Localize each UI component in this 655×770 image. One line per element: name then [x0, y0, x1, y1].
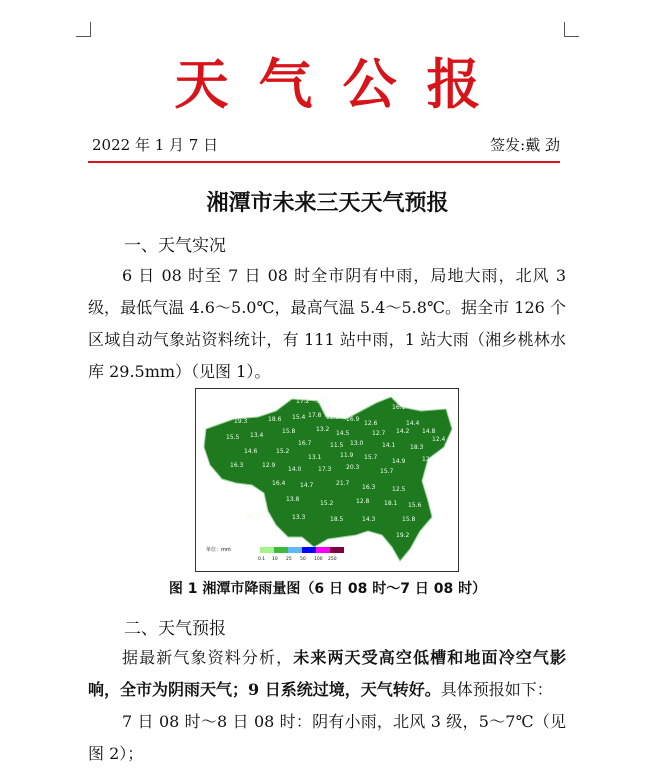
- legend-swatch: [260, 547, 274, 553]
- station-value: 13.8: [286, 496, 300, 503]
- station-value: 13.2: [316, 426, 330, 433]
- legend-swatch: [274, 547, 288, 553]
- legend-tick: 250: [328, 557, 337, 562]
- station-value: 13.0: [350, 440, 364, 447]
- station-value: 13.3: [292, 514, 306, 521]
- legend-swatch: [330, 547, 344, 553]
- station-value: 13.5: [386, 392, 400, 399]
- station-value: 14.6: [244, 448, 258, 455]
- issue-signer: 签发:戴 劲: [490, 136, 560, 154]
- station-value: 18.6: [268, 416, 282, 423]
- station-value: 15.7: [380, 468, 394, 475]
- legend-tick: 25: [286, 557, 292, 562]
- station-value: 14.0: [288, 466, 302, 473]
- station-value: 18.3: [410, 444, 424, 451]
- station-value: 16.3: [230, 462, 244, 469]
- station-value: 16.7: [298, 440, 312, 447]
- station-value: 16.9: [346, 416, 360, 423]
- station-value: 12.9: [326, 414, 340, 421]
- legend-tick: 100: [314, 557, 323, 562]
- station-value: 11.5: [330, 442, 344, 449]
- station-value: 13.1: [308, 454, 322, 461]
- station-value: 17.3: [318, 466, 332, 473]
- station-value: 16.1: [392, 404, 406, 411]
- legend-tick: 50: [300, 557, 306, 562]
- station-value: 15.5: [226, 434, 240, 441]
- station-value: 19.3: [234, 418, 248, 425]
- crop-mark-top-right: [564, 22, 579, 37]
- station-value: 14.5: [336, 430, 350, 437]
- station-value: 14.3: [362, 516, 376, 523]
- legend-tick: 0.1: [258, 557, 266, 562]
- station-value: 12.6: [364, 420, 378, 427]
- crop-mark-top-left: [76, 22, 91, 37]
- section1-paragraph: 6 日 08 时至 7 日 08 时全市阴有中雨，局地大雨，北风 3 级，最低气温 4.6～5.0℃，最高气温 5.4～5.8℃。据全市 126 个区域自动气象站资料统计，有 111 站中雨，1 站大雨（湘乡桃林水库 29.5mm）（见图 1）。: [88, 266, 566, 381]
- legend-swatch: [302, 547, 316, 553]
- station-value: 14.2: [396, 428, 410, 435]
- station-value: 12.5: [422, 456, 436, 463]
- station-value: 16.3: [362, 484, 376, 491]
- station-value: 17.2: [296, 398, 310, 405]
- section2-text-lead: 据最新气象资料分析，: [122, 648, 294, 667]
- forecast-day1: 7 日 08 时～8 日 08 时：阴有小雨，北风 3 级，5～7℃（见图 2）；: [88, 712, 566, 763]
- station-value: 12.5: [392, 486, 406, 493]
- issue-date: 2022 年 1 月 7 日: [92, 136, 219, 154]
- station-value: 15.2: [276, 448, 290, 455]
- red-divider: [88, 161, 560, 163]
- station-value: 16.4: [272, 480, 286, 487]
- station-value: 20.3: [346, 464, 360, 471]
- station-value: 15.8: [402, 516, 416, 523]
- station-value: 18.5: [330, 516, 344, 523]
- section2-heading: 二、天气预报: [124, 619, 226, 639]
- section2-paragraph: [88, 642, 566, 706]
- station-value: 13.4: [250, 432, 264, 439]
- station-value: 19.2: [396, 532, 410, 539]
- figure1-caption: 图 1 湘潭市降雨量图（6 日 08 时～7 日 08 时）: [168, 581, 487, 597]
- masthead-title: 天气公报: [174, 52, 511, 116]
- legend-swatch: [316, 547, 330, 553]
- station-value: 12.4: [432, 436, 446, 443]
- legend-tick: 10: [272, 557, 278, 562]
- station-value: 13.7: [440, 402, 454, 409]
- station-value: 17.8: [308, 412, 322, 419]
- station-value: 14.7: [300, 482, 314, 489]
- station-value: 15.4: [292, 414, 306, 421]
- section2-text-tail: 具体预报如下：: [440, 680, 553, 699]
- document-title: 湘潭市未来三天天气预报: [206, 190, 449, 216]
- station-value: 14.9: [392, 458, 406, 465]
- station-value: 14.4: [406, 420, 420, 427]
- section2-text-bold: 未来两天受高空低槽和地面冷空气影响，全市为阴雨天气；9 日系统过境，天气转好。: [88, 648, 566, 699]
- station-value: 18.2: [316, 398, 330, 405]
- station-value: 18.1: [384, 500, 398, 507]
- station-value: 14.1: [382, 442, 396, 449]
- station-value: 29.5: [246, 514, 260, 521]
- station-value: 15.6: [408, 502, 422, 509]
- issue-line: [92, 134, 560, 155]
- section1-heading: 一、天气实况: [124, 236, 226, 256]
- station-value: 21.7: [336, 480, 350, 487]
- rainfall-legend: [258, 547, 344, 562]
- station-value: 12.7: [372, 430, 386, 437]
- station-value: 15.7: [364, 454, 378, 461]
- rainfall-map: [196, 389, 458, 571]
- station-value: 12.9: [262, 462, 276, 469]
- legend-swatch: [288, 547, 302, 553]
- station-value: 12.8: [356, 498, 370, 505]
- rainfall-map-figure: [195, 388, 459, 572]
- station-value: 15.8: [282, 428, 296, 435]
- station-value: 15.2: [320, 500, 334, 507]
- station-value: 14.8: [422, 428, 436, 435]
- station-value: 11.9: [340, 452, 354, 459]
- unit-label: 单位：mm: [206, 547, 231, 553]
